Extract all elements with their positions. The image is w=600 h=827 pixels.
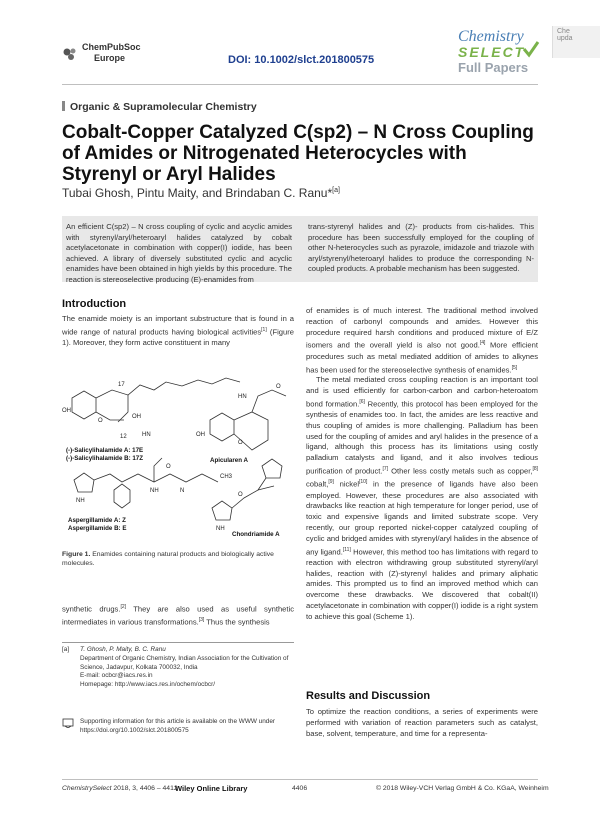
- ref-link[interactable]: [3]: [198, 617, 205, 624]
- caption-text: Enamides containing natural products and biologically active molecules.: [62, 551, 274, 567]
- abstract-left: An efficient C(sp2) – N cross coupling of cyclic and acyclic amides with styrenyl/aryl/heteroaryl halides catalyzed by cobalt acetylacetonate in combination with copper(I) iodide, has been achieved. A library of diversely substituted cyclic and acyclic enamides have been obtained in high yields by this procedure. The reaction is stereoselective producing (E)-enamides from: [66, 222, 292, 284]
- atom-label: O: [238, 492, 243, 498]
- atom-label: OH: [196, 432, 205, 438]
- badge-line1: Che: [557, 28, 570, 35]
- caption-label: Figure 1.: [62, 551, 91, 558]
- chempubsoc-logo-icon: [62, 46, 78, 62]
- footnote-homepage[interactable]: Homepage: http://www.iacs.res.in/ochem/ocbcr/: [80, 681, 215, 689]
- right-p2-text-c: Other less costly metals such as copper,: [391, 466, 533, 476]
- atom-label: O: [98, 418, 103, 424]
- atom-label: NH: [76, 498, 85, 504]
- ref-link[interactable]: [11]: [342, 546, 351, 553]
- doi[interactable]: DOI: 10.1002/slct.201800575: [228, 54, 375, 66]
- figure-1: [62, 340, 294, 540]
- copyright: © 2018 Wiley-VCH Verlag GmbH & Co. KGaA, Weinheim: [376, 785, 549, 792]
- intro-p2-text: synthetic drugs.: [62, 604, 121, 614]
- compound-label: Aspergillamide A: Z: [68, 517, 126, 524]
- atom-label: OH: [62, 408, 71, 414]
- intro-heading: Introduction: [62, 298, 127, 310]
- atom-label: CH3: [220, 474, 233, 480]
- abstract-right: [308, 222, 534, 275]
- ref-link[interactable]: [4]: [479, 340, 486, 347]
- footer-journal: ChemistrySelect: [62, 785, 112, 792]
- header-divider: [62, 84, 538, 85]
- chemical-structures-drawing: [62, 340, 294, 540]
- checkmark-icon: [522, 40, 540, 58]
- article-title: Cobalt-Copper Catalyzed C(sp2) – N Cross Coupling of Amides or Nitrogenated Heterocycles with Styrenyl or Aryl Halides: [62, 122, 534, 185]
- results-paragraph-1: To optimize the reaction conditions, a series of experiments were performed with variation of reaction parameters such as catalyst, base, solvent, temperature, and time for a representa-: [306, 707, 538, 738]
- footnote-affiliation: Department of Organic Chemistry, Indian Association for the Cultivation of Science, Jadavpur, Kolkata 700032, India: [80, 654, 289, 671]
- atom-label: 17: [118, 382, 125, 388]
- compound-label: Apicularen A: [210, 457, 248, 464]
- journal-logo-line1: Chemistry: [458, 28, 524, 45]
- wiley-online-library-link[interactable]: Wiley Online Library: [175, 784, 248, 793]
- footnote-email[interactable]: E-mail: ocbcr@iacs.res.in: [80, 672, 153, 680]
- author-affiliation-mark: [a]: [332, 187, 340, 194]
- section-bar: [62, 101, 65, 111]
- intro-p1-text: The enamide moiety is an important substructure that is found in a wide range of natural products having biological activities: [62, 314, 294, 337]
- atom-label: 12: [120, 434, 127, 440]
- journal-logo: [458, 28, 542, 80]
- right-paragraph-1: [306, 306, 538, 376]
- page-number: 4406: [292, 785, 308, 792]
- atom-label: HN: [238, 394, 247, 400]
- footnote-divider: [62, 642, 294, 643]
- figure-caption: [62, 550, 294, 568]
- supporting-info-text[interactable]: Supporting information for this article is available on the WWW under https://doi.org/10.1002/slct.201800575: [80, 718, 276, 734]
- ref-link[interactable]: [9]: [328, 479, 334, 486]
- compound-label: (-)-Salicylihalamide A: 17E: [66, 447, 144, 454]
- ref-link[interactable]: [6]: [359, 398, 365, 405]
- right-p1-text: of enamides is of much interest. The traditional method involved reaction of carbonyl compounds and amides. However this procedure required harsh conditions and produced mixture of E/Z isomers and the overall yield is also not good.: [306, 306, 538, 350]
- atom-label: N: [180, 488, 185, 494]
- compound-label: Chondriamide A: [232, 531, 280, 538]
- footer-citation: [62, 785, 178, 792]
- section-tag: [62, 101, 257, 113]
- intro-p2-text-c: Thus the synthesis: [206, 617, 270, 627]
- right-p2-text-g: However, this method too has limitations with regard to reaction with electron withdrawing group substituted styrenyl/aryl halides, reaction with (Z)-styrenyl halides and primary aliphatic amides. This prompted us to find an improved method which can overcome these drawbacks. We discovered that cobalt(II) acetylacetonate in combination with copper(I) iodide is a right system to achieve this goal (Scheme 1).: [306, 547, 539, 621]
- atom-label: O: [276, 384, 281, 390]
- ref-link[interactable]: [10]: [359, 479, 368, 486]
- right-p2-text: The metal mediated cross coupling reaction is an important tool and is used efficiently for carbon-carbon and carbon-heteroatom bond formation.: [306, 375, 538, 409]
- publisher-name-line2: Europe: [94, 53, 126, 63]
- atom-label: NH: [216, 526, 225, 532]
- section-tag-text: Organic & Supramolecular Chemistry: [70, 101, 257, 113]
- authors: [62, 186, 340, 200]
- right-paragraph-2: [306, 375, 538, 623]
- atom-label: O: [166, 464, 171, 470]
- author-names: Tubai Ghosh, Pintu Maity, and Brindaban C. Ranu*: [62, 186, 333, 200]
- ref-link[interactable]: [8]: [532, 465, 538, 472]
- right-p2-text-f: in the presence of ligands have also been employed. However, these procedures are also associated with drawbacks like reaction at high temperature for longer period, use of toxic and expensive ligands and limited substrate scope. Very recently, our group reported nickel-copper catalyzed coupling of cyclic and bridged amides with styrenyl/aryl halides in the absence of any ligand.: [306, 479, 538, 557]
- badge-line2: upda: [557, 35, 573, 42]
- ref-link[interactable]: [1]: [261, 326, 267, 333]
- publisher-logo: [62, 42, 148, 72]
- check-for-updates-badge[interactable]: [552, 26, 600, 58]
- footer-divider: [62, 779, 538, 780]
- atom-label: OH: [132, 414, 141, 420]
- abstract-right-text: trans-styrenyl halides and (Z)- products from cis-halides. This procedure has been successfully employed for the coupling of other N-heterocycles such as pyrazole, imidazole and triazole with aryl/styrenyl/heteroaryl halides to produce the corresponding N-coupled products. A probable mechanism has been suggested.: [308, 222, 534, 274]
- ref-link[interactable]: [7]: [382, 465, 389, 472]
- atom-label: NH: [150, 488, 159, 494]
- atom-label: HN: [142, 432, 151, 438]
- atom-label: O: [238, 440, 243, 446]
- abstract-box: [62, 216, 538, 282]
- intro-p2-text-b: They are also used as useful synthetic intermediates in various transformations.: [62, 604, 294, 627]
- footer-citation-text: 2018, 3, 4406 – 4412: [111, 785, 178, 792]
- footnote-label: [a]: [62, 646, 70, 653]
- results-heading: Results and Discussion: [306, 690, 431, 702]
- article-type: Full Papers: [458, 60, 529, 75]
- footnote-names: T. Ghosh, P. Maity, B. C. Ranu: [80, 646, 166, 653]
- intro-paragraph-2: [62, 602, 294, 629]
- right-p1-text-b: More efficient procedures such as metal mediated addition of amides to alkynes has been used for the stereoselective synthesis of enamides.: [306, 340, 538, 375]
- publisher-name-line1: ChemPubSoc: [82, 42, 141, 52]
- compound-label: Aspergillamide B: E: [68, 525, 127, 532]
- right-p2-text-e: nickel: [339, 479, 360, 489]
- compound-label: (-)-Salicylihalamide B: 17Z: [66, 455, 144, 462]
- ref-link[interactable]: [2]: [120, 604, 127, 610]
- supporting-info-icon: [62, 718, 74, 728]
- ref-link[interactable]: [5]: [511, 364, 518, 371]
- right-p2-text-d: cobalt,: [306, 479, 329, 489]
- right-p2-text-b: Recently, this protocol has been employed for the synthesis of enamides too. In fact, the amides are less reactive and thus coupling of amides is more challenging. Palladium has been used for the coupling of amides and aryl halides in the presence of a ligand, although this process has its limitations using costly palladium catalysts and ligand, and it also involves tedious purification of product.: [306, 399, 538, 476]
- journal-logo-line2: SELECT: [458, 44, 526, 60]
- intro-p1-text-b: (Figure 1). Moreover, they form active constituent in many: [62, 327, 294, 348]
